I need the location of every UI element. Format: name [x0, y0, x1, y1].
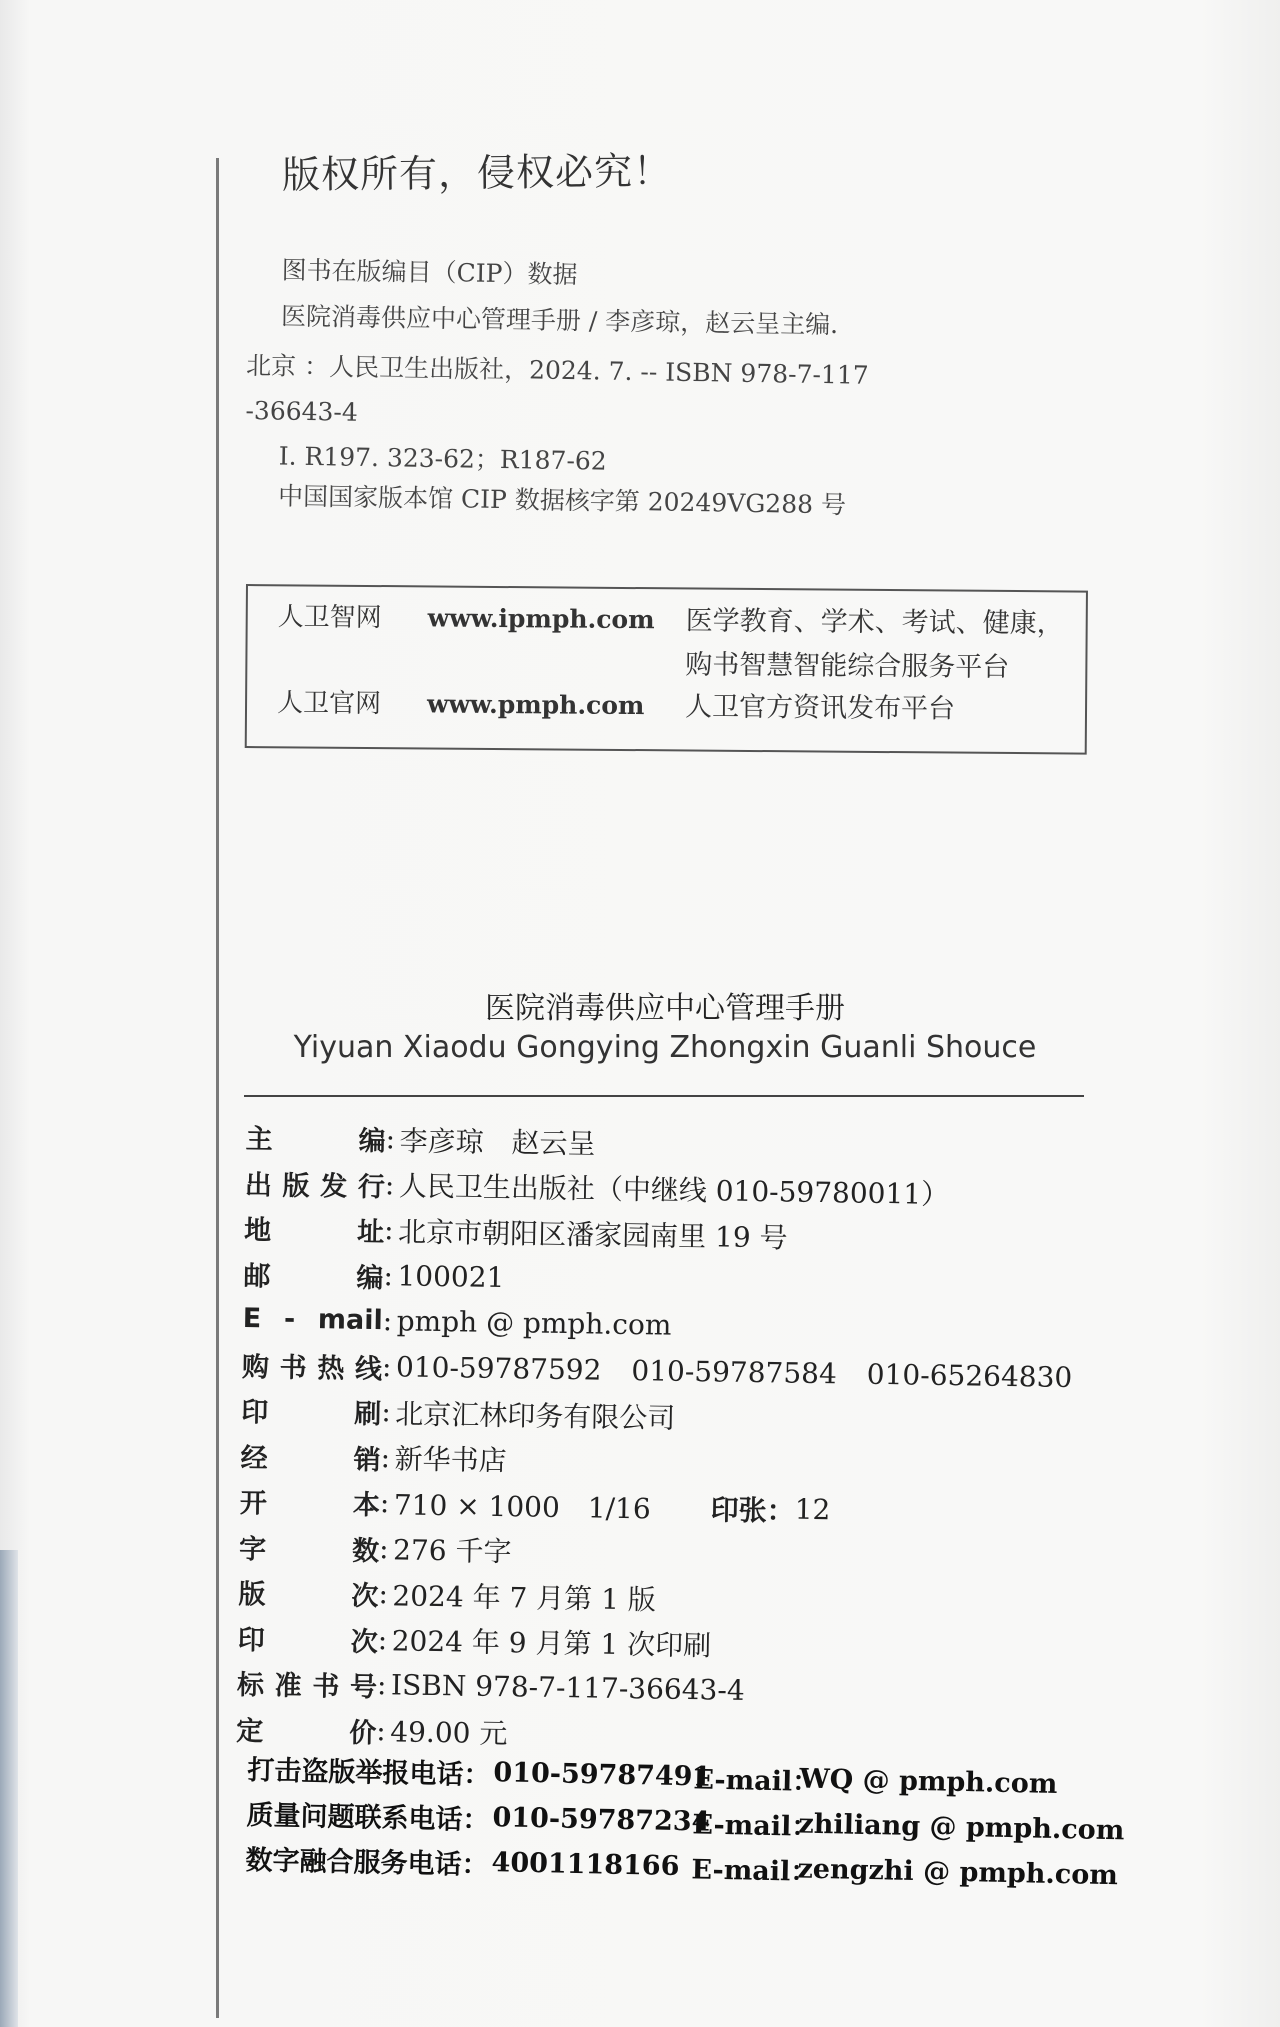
info-label: 定价	[236, 1715, 377, 1749]
publication-info	[236, 1114, 1166, 1765]
info-value: 49.00 元	[390, 1715, 508, 1751]
contact-phone: 4001118166	[491, 1847, 680, 1883]
info-label: 版次	[238, 1579, 379, 1613]
contact-label: 质量问题联系电话：	[246, 1799, 490, 1837]
info-value: 710 × 1000 1/16	[393, 1488, 651, 1526]
info-label: 印张：	[710, 1493, 795, 1528]
info-label: 经销	[240, 1442, 381, 1476]
info-value: 276 千字	[392, 1533, 512, 1569]
cip-line: 医院消毒供应中心管理手册 / 李彦琼，赵云呈主编．	[280, 301, 856, 340]
info-row-editor: 主编 : 李彦琼 赵云呈	[245, 1114, 1166, 1174]
info-row-hotline: 购书热线 : 010-59787592 010-59787584 010-65264830	[242, 1341, 1163, 1401]
website-url[interactable]: www.pmph.com	[426, 689, 645, 721]
website-description: 人卫官方资讯发布平台	[684, 691, 956, 725]
info-label: 印刷	[241, 1397, 382, 1431]
rights-notice: 版权所有，侵权必究！	[281, 148, 673, 198]
contact-mail-label: E-mail：	[693, 1764, 820, 1798]
cip-classification: Ⅰ. R197. 323-62；R187-62	[278, 441, 607, 476]
contact-mail-label: E-mail：	[691, 1854, 818, 1888]
info-label: 出版发行	[244, 1169, 386, 1203]
website-description	[685, 599, 1064, 690]
cip-data-block	[244, 250, 1078, 529]
book-title-chinese: 医院消毒供应中心管理手册	[485, 991, 845, 1026]
info-label: 邮编	[243, 1260, 384, 1294]
info-row-distributor: 经销 : 新华书店	[240, 1432, 1161, 1492]
info-value: 2024 年 9 月第 1 次印刷	[391, 1624, 712, 1663]
info-value: 12	[794, 1492, 831, 1527]
info-value: 北京汇林印务有限公司	[395, 1397, 676, 1435]
divider-rule	[244, 1095, 1084, 1097]
contact-label: 打击盗版举报电话：	[247, 1754, 491, 1792]
info-label: 地址	[243, 1215, 385, 1249]
info-row-printing: 印次 : 2024 年 9 月第 1 次印刷	[237, 1614, 1158, 1674]
info-label: 主编	[245, 1124, 386, 1158]
info-value: 100021	[397, 1259, 505, 1294]
website-name: 人卫官网	[276, 688, 382, 720]
contact-label: 数字融合服务电话：	[245, 1844, 489, 1882]
info-row-isbn: 标准书号 : ISBN 978-7-117-36643-4	[237, 1660, 1158, 1720]
contact-mail[interactable]: zengzhi @ pmph.com	[797, 1853, 1119, 1892]
website-row	[277, 682, 955, 731]
website-url[interactable]: www.ipmph.com	[427, 603, 655, 635]
contact-phone: 010-59787491	[493, 1757, 712, 1793]
info-row-address: 地址 : 北京市朝阳区潘家园南里 19 号	[244, 1205, 1165, 1265]
contact-phone: 010-59787234	[492, 1802, 711, 1838]
info-row-price: 定价 : 49.00 元	[236, 1705, 1157, 1765]
info-label: 购书热线	[241, 1351, 383, 1385]
info-label: 标准书号	[236, 1670, 378, 1704]
info-value: 新华书店	[394, 1442, 507, 1478]
info-value: 李彦琼 赵云呈	[399, 1124, 596, 1161]
info-row-publisher: 出版发行 : 人民卫生出版社（中继线 010-59780011）	[245, 1159, 1166, 1219]
book-title-pinyin: Yiyuan Xiaodu Gongying Zhongxin Guanli Shouce	[293, 1030, 1037, 1065]
info-label: 字数	[238, 1533, 380, 1567]
cip-line: -36643-4	[245, 395, 359, 427]
info-row-printer: 印刷 : 北京汇林印务有限公司	[241, 1387, 1162, 1447]
info-value: 010-59787584	[631, 1353, 838, 1391]
info-value: 北京市朝阳区潘家园南里 19 号	[397, 1215, 788, 1255]
info-value: 010-59787592	[395, 1350, 602, 1387]
info-value: 人民卫生出版社（中继线 010-59780011）	[398, 1169, 950, 1212]
info-value: 010-65264830	[866, 1357, 1073, 1394]
info-label: E - mail	[242, 1303, 384, 1337]
website-name: 人卫智网	[277, 602, 382, 634]
cip-heading: 图书在版编目（CIP）数据	[281, 255, 578, 290]
info-row-wordcount: 字数 : 276 千字	[239, 1523, 1160, 1583]
website-row	[277, 596, 1064, 690]
info-row-email: E - mail : pmph @ pmph.com	[242, 1303, 672, 1342]
contact-mail[interactable]: WQ @ pmph.com	[799, 1763, 1058, 1800]
website-description-line: 购书智慧智能综合服务平台	[685, 649, 1010, 683]
cip-line: 北京 ：人民卫生出版社，2024. 7. -- ISBN 978-7-117	[245, 350, 869, 390]
page-edge-shadow	[0, 1550, 18, 2027]
info-row-format: 开本 : 710 × 1000 1/16 印张： 12	[240, 1478, 1161, 1538]
contact-info	[245, 1745, 1148, 1899]
info-value: ISBN 978-7-117-36643-4	[390, 1668, 745, 1708]
website-description-line: 医学教育、学术、考试、健康，	[685, 605, 1064, 640]
cip-record-number: 中国国家版本馆 CIP 数据核字第 20249VG288 号	[277, 481, 847, 520]
info-row-postcode: 邮编 : 100021	[243, 1250, 1164, 1310]
info-label: 印次	[237, 1624, 378, 1658]
binding-rule-line	[216, 158, 219, 2018]
website-info-box	[245, 584, 1088, 755]
info-value: 2024 年 7 月第 1 版	[392, 1579, 657, 1617]
contact-mail-label: E-mail：	[692, 1809, 819, 1843]
info-row-edition: 版次 : 2024 年 7 月第 1 版	[238, 1569, 1159, 1629]
info-label: 开本	[239, 1488, 381, 1522]
info-value[interactable]: pmph @ pmph.com	[396, 1304, 672, 1342]
contact-mail[interactable]: zhiliang @ pmph.com	[798, 1808, 1125, 1847]
